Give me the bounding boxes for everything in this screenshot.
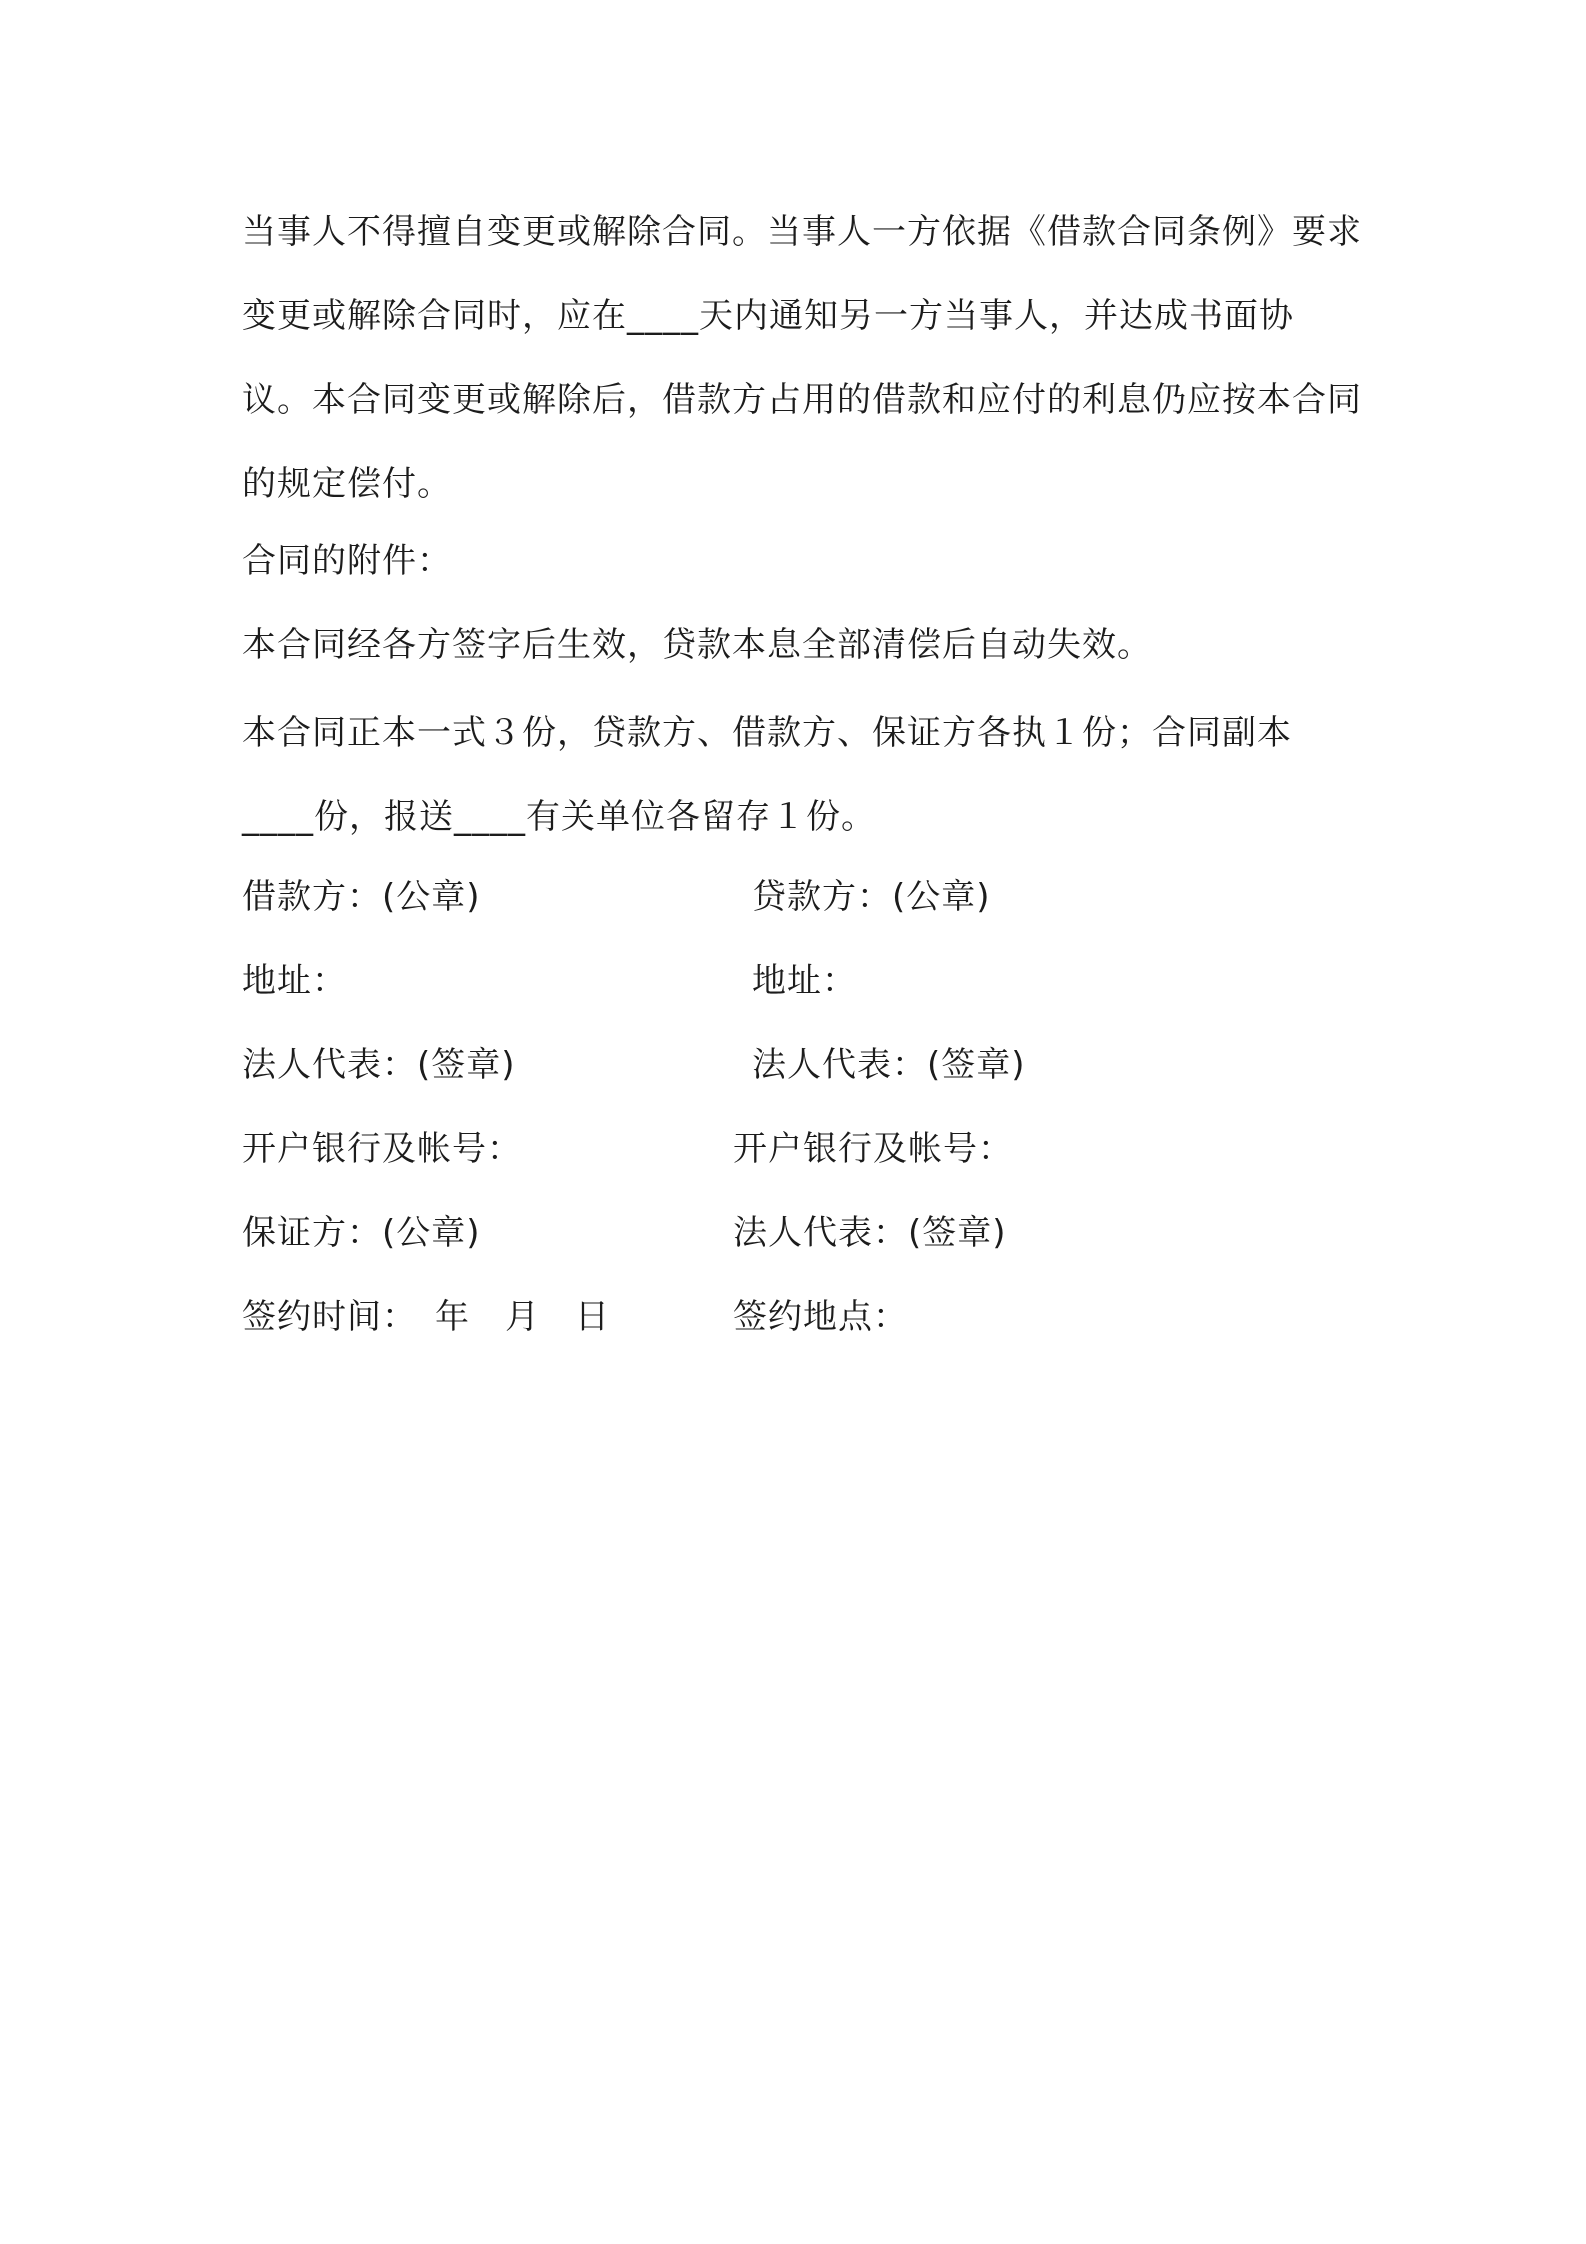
effectiveness-paragraph: 本合同经各方签字后生效，贷款本息全部清偿后自动失效。 [242,625,1152,665]
guarantor-seal-label: 保证方：(公章) [242,1213,481,1253]
borrower-seal-label: 借款方：(公章) [242,877,481,917]
borrower-address-label: 地址： [242,961,347,1001]
lender-seal-label: 贷款方：(公章) [752,877,991,917]
borrower-legal-rep-label: 法人代表：(签章) [242,1045,516,1085]
guarantor-legal-rep-label: 法人代表：(签章) [733,1213,1007,1253]
contract-change-paragraph: 当事人不得擅自变更或解除合同。当事人一方依据《借款合同条例》要求变更或解除合同时，应在____天内通知另一方当事人，并达成书面协议。本合同变更或解除后，借款方占用的借款和应付的利息仍应按本合同的规定偿付。 [242,212,1362,504]
lender-legal-rep-label: 法人代表：(签章) [752,1045,1026,1085]
borrower-bank-account-label: 开户银行及帐号： [242,1129,522,1169]
attachment-heading: 合同的附件： [242,541,452,581]
lender-address-label: 地址： [752,961,857,1001]
lender-bank-account-label: 开户银行及帐号： [733,1129,1013,1169]
signing-place-label: 签约地点： [733,1297,908,1337]
signing-date-label: 签约时间： 年 月 日 [242,1297,610,1337]
copies-paragraph: 本合同正本一式３份，贷款方、借款方、保证方各执１份；合同副本____份，报送____有关单位各留存１份。 [242,713,1292,837]
